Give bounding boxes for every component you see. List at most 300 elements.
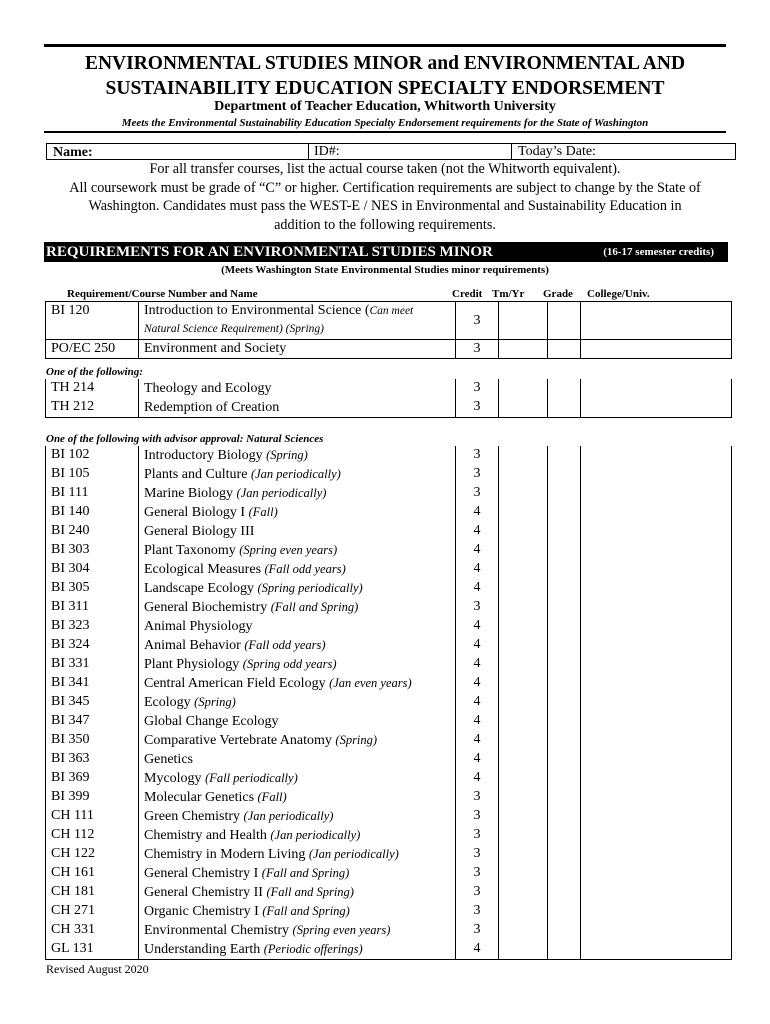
course-code: BI 350: [46, 731, 139, 750]
course-title: Theology and Ecology: [144, 381, 272, 396]
grade-cell[interactable]: [548, 465, 581, 484]
term-cell[interactable]: [499, 598, 548, 617]
college-cell[interactable]: [581, 731, 732, 750]
term-cell[interactable]: [499, 446, 548, 465]
grade-cell[interactable]: [548, 769, 581, 788]
course-credit: 3: [456, 921, 499, 940]
term-cell[interactable]: [499, 503, 548, 522]
grade-cell[interactable]: [548, 902, 581, 921]
term-cell[interactable]: [499, 541, 548, 560]
term-cell[interactable]: [499, 693, 548, 712]
course-title: Comparative Vertebrate Anatomy: [144, 733, 332, 748]
table-row: [46, 446, 732, 465]
table-row: [46, 617, 732, 636]
college-cell[interactable]: [581, 921, 732, 940]
course-offering-note: (Spring even years): [239, 543, 338, 557]
course-code: BI 311: [46, 598, 139, 617]
course-title: Animal Behavior: [144, 638, 241, 653]
course-offering-note: (Jan periodically): [236, 486, 327, 500]
course-credit: 3: [456, 807, 499, 826]
course-name: [139, 503, 456, 522]
college-cell[interactable]: [581, 655, 732, 674]
grade-cell[interactable]: [548, 788, 581, 807]
course-offering-note: (Fall and Spring): [262, 904, 350, 918]
term-cell[interactable]: [499, 712, 548, 731]
core-courses-table: [45, 301, 732, 359]
course-credit: 3: [456, 379, 499, 398]
table-row: [46, 522, 732, 541]
table-row: [46, 340, 732, 359]
term-cell[interactable]: [499, 921, 548, 940]
college-cell[interactable]: [581, 503, 732, 522]
course-credit: 4: [456, 655, 499, 674]
grade-cell[interactable]: [548, 826, 581, 845]
college-cell[interactable]: [581, 788, 732, 807]
course-name: [139, 712, 456, 731]
college-cell[interactable]: [581, 446, 732, 465]
college-cell[interactable]: [581, 864, 732, 883]
term-cell[interactable]: [499, 522, 548, 541]
course-code: BI 341: [46, 674, 139, 693]
course-code: GL 131: [46, 940, 139, 960]
department-name: Department of Teacher Education, Whitworth University: [214, 99, 556, 114]
grade-cell[interactable]: [548, 398, 581, 418]
science-courses-table: [45, 446, 732, 960]
grade-cell[interactable]: [548, 598, 581, 617]
grade-cell[interactable]: [548, 921, 581, 940]
course-name: [139, 484, 456, 503]
college-cell[interactable]: [581, 940, 732, 960]
course-credit: 3: [456, 883, 499, 902]
table-row: [46, 541, 732, 560]
term-cell[interactable]: [499, 560, 548, 579]
college-cell[interactable]: [581, 769, 732, 788]
course-name: [139, 921, 456, 940]
grade-cell[interactable]: [548, 617, 581, 636]
course-title: Environment and Society: [139, 340, 456, 359]
course-offering-note: (Spring): [335, 733, 378, 747]
course-title: Molecular Genetics: [144, 790, 255, 805]
grade-cell[interactable]: [548, 541, 581, 560]
college-cell[interactable]: [581, 693, 732, 712]
grade-cell[interactable]: [548, 379, 581, 398]
course-code: CH 112: [46, 826, 139, 845]
requirements-heading: REQUIREMENTS FOR AN ENVIRONMENTAL STUDIES MINOR: [46, 244, 493, 260]
course-code: BI 345: [46, 693, 139, 712]
college-cell[interactable]: [581, 484, 732, 503]
course-title: Plant Physiology: [144, 657, 240, 672]
course-code: BI 304: [46, 560, 139, 579]
course-credit: 3: [456, 902, 499, 921]
course-credit: 4: [456, 693, 499, 712]
college-cell[interactable]: [581, 598, 732, 617]
table-row: [46, 769, 732, 788]
course-title: General Chemistry II: [144, 885, 263, 900]
grade-cell[interactable]: [548, 636, 581, 655]
term-cell[interactable]: [499, 769, 548, 788]
grade-cell[interactable]: [548, 503, 581, 522]
college-cell[interactable]: [581, 379, 732, 398]
course-title: Environmental Chemistry: [144, 923, 290, 938]
course-title: General Biology III: [144, 524, 255, 539]
course-title: Introduction to Environmental Science (: [144, 303, 370, 318]
grade-cell[interactable]: [548, 655, 581, 674]
instruction-line: Washington. Candidates must pass the WEST-E / NES in Environmental and Sustainability Education in: [88, 198, 682, 214]
course-code: BI 369: [46, 769, 139, 788]
course-title: Mycology: [144, 771, 202, 786]
course-name: [139, 617, 456, 636]
course-offering-note: (Fall odd years): [264, 562, 346, 576]
grade-cell[interactable]: [548, 446, 581, 465]
instruction-line: All coursework must be grade of “C” or higher. Certification requirements are subject to change by the State of: [69, 179, 701, 196]
course-credit: 4: [456, 541, 499, 560]
course-credit: 3: [456, 302, 499, 340]
course-name: [139, 750, 456, 769]
course-code: CH 331: [46, 921, 139, 940]
course-code: BI 363: [46, 750, 139, 769]
course-title: Genetics: [144, 752, 193, 767]
college-cell[interactable]: [581, 302, 732, 340]
course-credit: 3: [456, 845, 499, 864]
table-row: [46, 807, 732, 826]
term-cell[interactable]: [499, 845, 548, 864]
course-credit: 4: [456, 940, 499, 960]
term-cell[interactable]: [499, 826, 548, 845]
course-code: BI 102: [46, 446, 139, 465]
column-header-credit: Credit: [452, 288, 483, 300]
course-name: [139, 807, 456, 826]
course-name: [139, 302, 456, 340]
course-name: [139, 845, 456, 864]
course-offering-note: (Spring): [266, 448, 308, 462]
table-row: [46, 484, 732, 503]
grade-cell[interactable]: [548, 302, 581, 340]
college-cell[interactable]: [581, 522, 732, 541]
course-credit: 3: [456, 864, 499, 883]
term-cell[interactable]: [499, 617, 548, 636]
term-cell[interactable]: [499, 902, 548, 921]
course-name: [139, 560, 456, 579]
course-credit: 3: [456, 826, 499, 845]
name-field-label[interactable]: Name:: [53, 145, 93, 160]
course-code: TH 212: [46, 398, 139, 418]
grade-cell[interactable]: [548, 484, 581, 503]
requirements-heading-bar: [44, 242, 728, 262]
course-code: BI 111: [46, 484, 139, 503]
table-row: [46, 712, 732, 731]
course-offering-note: (Fall): [248, 505, 278, 519]
table-row: [46, 788, 732, 807]
course-name: [139, 883, 456, 902]
table-row: [46, 750, 732, 769]
instruction-line: addition to the following requirements.: [274, 216, 496, 233]
course-name: [139, 769, 456, 788]
course-credit: 3: [456, 465, 499, 484]
course-credit: 4: [456, 674, 499, 693]
term-cell[interactable]: [499, 750, 548, 769]
course-name: [139, 541, 456, 560]
course-name: [139, 522, 456, 541]
course-offering-note: (Spring odd years): [242, 657, 337, 671]
term-cell[interactable]: [499, 484, 548, 503]
section-label-theology: One of the following:: [46, 366, 143, 378]
college-cell[interactable]: [581, 807, 732, 826]
course-offering-note: (Spring even years): [292, 923, 391, 937]
course-title: Green Chemistry: [144, 809, 241, 824]
course-title: Marine Biology: [144, 486, 234, 501]
grade-cell[interactable]: [548, 807, 581, 826]
college-cell[interactable]: [581, 560, 732, 579]
term-cell[interactable]: [499, 731, 548, 750]
course-name: [139, 826, 456, 845]
course-credit: 4: [456, 750, 499, 769]
course-offering-note: Natural Science Requirement) (Spring): [144, 323, 325, 335]
course-offering-note: (Spring periodically): [257, 581, 363, 595]
course-code: BI 140: [46, 503, 139, 522]
endorsement-note: Meets the Environmental Sustainability Education Specialty Endorsement requirements for the State of Washington: [121, 117, 649, 129]
course-title: Organic Chemistry I: [144, 904, 259, 919]
grade-cell[interactable]: [548, 750, 581, 769]
course-code: BI 347: [46, 712, 139, 731]
instruction-line: For all transfer courses, list the actual course taken (not the Whitworth equivalent).: [149, 161, 621, 177]
course-credit: 4: [456, 579, 499, 598]
course-credit: 4: [456, 769, 499, 788]
course-name: [139, 598, 456, 617]
course-title: Chemistry and Health: [144, 828, 267, 843]
course-name: [139, 940, 456, 960]
grade-cell[interactable]: [548, 864, 581, 883]
table-row: [46, 883, 732, 902]
column-header-grade: Grade: [543, 288, 573, 300]
college-cell[interactable]: [581, 712, 732, 731]
grade-cell[interactable]: [548, 845, 581, 864]
course-credit: 4: [456, 636, 499, 655]
theology-courses-table: [45, 379, 732, 418]
course-credit: 3: [456, 484, 499, 503]
course-offering-note: (Jan periodically): [308, 847, 399, 861]
course-name: [139, 788, 456, 807]
table-row: [46, 902, 732, 921]
course-code: BI 331: [46, 655, 139, 674]
instructions: [40, 160, 730, 234]
header-rule: [44, 131, 726, 133]
term-cell[interactable]: [499, 655, 548, 674]
title-line-2: SUSTAINABILITY EDUCATION SPECIALTY ENDORSEMENT: [105, 78, 665, 99]
course-credit: 3: [456, 788, 499, 807]
table-row: [46, 636, 732, 655]
course-name: [139, 864, 456, 883]
term-cell[interactable]: [499, 398, 548, 418]
course-title: Ecology: [144, 695, 191, 710]
revision-date: Revised August 2020: [46, 962, 149, 976]
course-code: CH 122: [46, 845, 139, 864]
term-cell[interactable]: [499, 864, 548, 883]
grade-cell[interactable]: [548, 883, 581, 902]
term-cell[interactable]: [499, 636, 548, 655]
grade-cell[interactable]: [548, 712, 581, 731]
college-cell[interactable]: [581, 579, 732, 598]
course-offering-note: (Fall odd years): [244, 638, 326, 652]
table-row: [46, 302, 732, 340]
course-title: Plants and Culture: [144, 467, 248, 482]
college-cell[interactable]: [581, 845, 732, 864]
course-title: Redemption of Creation: [144, 400, 280, 415]
course-offering-note: (Periodic offerings): [263, 942, 363, 956]
table-row: [46, 845, 732, 864]
course-offering-note: (Fall and Spring): [266, 885, 354, 899]
term-cell[interactable]: [499, 465, 548, 484]
course-code: CH 181: [46, 883, 139, 902]
course-title: Landscape Ecology: [144, 581, 255, 596]
table-row: [46, 921, 732, 940]
grade-cell[interactable]: [548, 731, 581, 750]
top-rule: [44, 44, 726, 47]
term-cell[interactable]: [499, 940, 548, 960]
course-offering-note: (Jan periodically): [250, 467, 341, 481]
table-row: [46, 731, 732, 750]
course-credit: 4: [456, 731, 499, 750]
course-title: Central American Field Ecology: [144, 676, 326, 691]
course-offering-note: (Fall periodically): [205, 771, 298, 785]
table-row: [46, 655, 732, 674]
column-header-term: Tm/Yr: [492, 288, 525, 300]
term-cell[interactable]: [499, 579, 548, 598]
table-row: [46, 826, 732, 845]
college-cell[interactable]: [581, 617, 732, 636]
college-cell[interactable]: [581, 674, 732, 693]
course-name: [139, 902, 456, 921]
course-name: [139, 693, 456, 712]
college-cell[interactable]: [581, 541, 732, 560]
table-row: [46, 503, 732, 522]
requirements-subheading: (Meets Washington State Environmental Studies minor requirements): [221, 264, 549, 276]
table-row: [46, 598, 732, 617]
table-row: [46, 379, 732, 398]
course-code: BI 399: [46, 788, 139, 807]
document-title: [40, 51, 730, 101]
course-name: [139, 655, 456, 674]
grade-cell[interactable]: [548, 522, 581, 541]
course-credit: 3: [456, 598, 499, 617]
table-row: [46, 398, 732, 418]
course-name: [139, 398, 456, 418]
course-title: Animal Physiology: [144, 619, 253, 634]
grade-cell[interactable]: [548, 579, 581, 598]
course-title: General Chemistry I: [144, 866, 259, 881]
course-offering-note: (Spring): [194, 695, 236, 709]
course-offering-note: (Jan even years): [329, 676, 412, 690]
course-name: [139, 579, 456, 598]
course-title: Chemistry in Modern Living: [144, 847, 306, 862]
course-title: Understanding Earth: [144, 942, 261, 957]
course-credit: 4: [456, 712, 499, 731]
course-code: BI 120: [46, 302, 139, 340]
college-cell[interactable]: [581, 902, 732, 921]
table-row: [46, 674, 732, 693]
term-cell[interactable]: [499, 883, 548, 902]
course-code: CH 271: [46, 902, 139, 921]
course-name: [139, 731, 456, 750]
college-cell[interactable]: [581, 340, 732, 359]
course-offering-note: Can meet: [369, 305, 414, 317]
table-row: [46, 465, 732, 484]
grade-cell[interactable]: [548, 940, 581, 960]
college-cell[interactable]: [581, 750, 732, 769]
section-label-science: One of the following with advisor approval: Natural Sciences: [46, 433, 324, 445]
grade-cell[interactable]: [548, 560, 581, 579]
requirements-credits: (16-17 semester credits): [603, 246, 714, 258]
course-offering-note: (Fall and Spring): [261, 866, 350, 880]
course-title: Introductory Biology: [144, 448, 263, 463]
course-code: BI 323: [46, 617, 139, 636]
term-cell[interactable]: [499, 379, 548, 398]
course-code: BI 105: [46, 465, 139, 484]
course-title: Plant Taxonomy: [144, 543, 236, 558]
date-field-label[interactable]: Today’s Date:: [511, 143, 596, 160]
column-header-college: College/Univ.: [587, 288, 650, 300]
course-credit: 4: [456, 522, 499, 541]
course-credit: 4: [456, 617, 499, 636]
course-credit: 3: [456, 398, 499, 418]
course-code: CH 111: [46, 807, 139, 826]
college-cell[interactable]: [581, 883, 732, 902]
course-name: [139, 465, 456, 484]
course-offering-note: (Jan periodically): [270, 828, 361, 842]
table-row: [46, 864, 732, 883]
college-cell[interactable]: [581, 826, 732, 845]
term-cell[interactable]: [499, 807, 548, 826]
course-name: [139, 446, 456, 465]
college-cell[interactable]: [581, 636, 732, 655]
course-credit: 3: [456, 446, 499, 465]
table-row: [46, 940, 732, 960]
term-cell[interactable]: [499, 302, 548, 340]
course-name: [139, 636, 456, 655]
column-header-requirement: Requirement/Course Number and Name: [67, 288, 258, 300]
student-info-bar: [46, 143, 736, 160]
course-code: BI 324: [46, 636, 139, 655]
course-title: Global Change Ecology: [144, 714, 279, 729]
course-credit: 4: [456, 560, 499, 579]
college-cell[interactable]: [581, 398, 732, 418]
grade-cell[interactable]: [548, 693, 581, 712]
table-row: [46, 693, 732, 712]
course-code: CH 161: [46, 864, 139, 883]
course-name: [139, 674, 456, 693]
course-offering-note: (Jan periodically): [243, 809, 334, 823]
id-field-label[interactable]: ID#:: [308, 143, 340, 160]
term-cell[interactable]: [499, 674, 548, 693]
college-cell[interactable]: [581, 465, 732, 484]
course-credit: 4: [456, 503, 499, 522]
course-code: PO/EC 250: [46, 340, 139, 359]
table-row: [46, 560, 732, 579]
grade-cell[interactable]: [548, 674, 581, 693]
course-credit: 3: [456, 340, 499, 359]
course-code: TH 214: [46, 379, 139, 398]
course-offering-note: (Fall and Spring): [270, 600, 359, 614]
course-code: BI 240: [46, 522, 139, 541]
grade-cell[interactable]: [548, 340, 581, 359]
course-title: General Biology I: [144, 505, 246, 520]
course-offering-note: (Fall): [257, 790, 287, 804]
term-cell[interactable]: [499, 340, 548, 359]
term-cell[interactable]: [499, 788, 548, 807]
table-row: [46, 579, 732, 598]
course-code: BI 303: [46, 541, 139, 560]
course-title: Ecological Measures: [144, 562, 262, 577]
course-name: [139, 379, 456, 398]
